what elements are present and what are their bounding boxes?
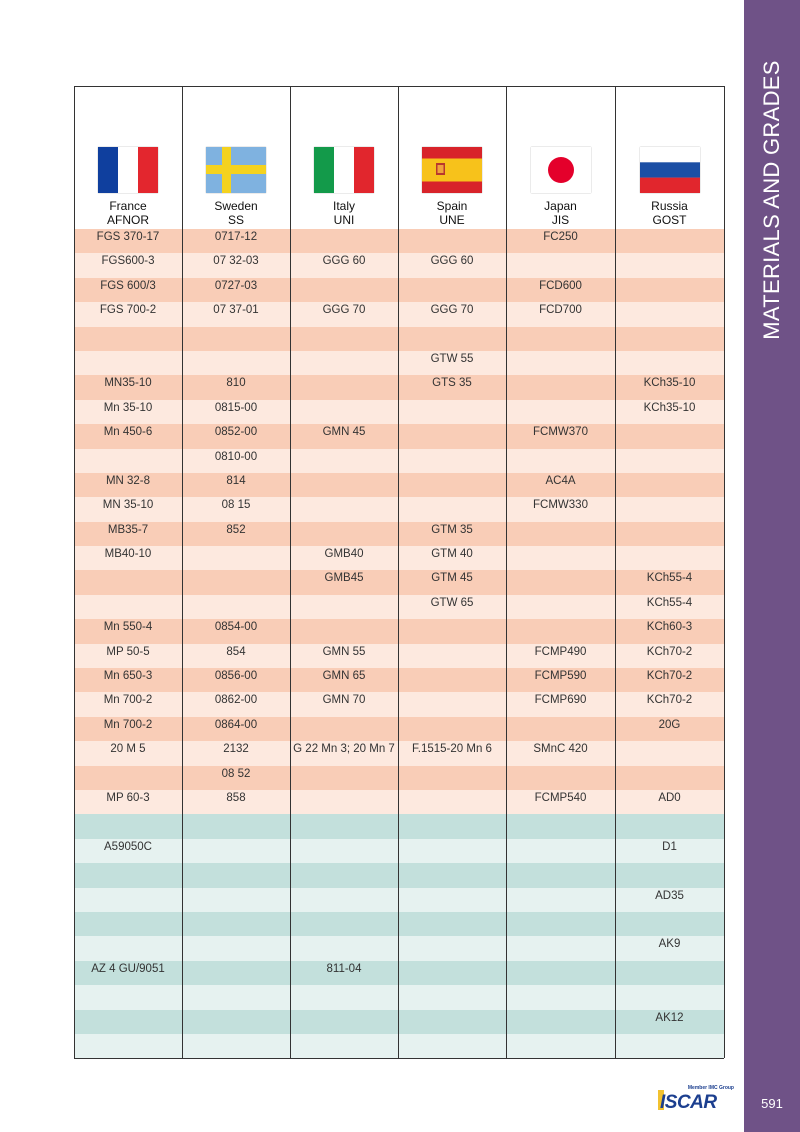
table-cell: AK12: [655, 1011, 684, 1024]
table-row: [74, 936, 724, 960]
table-cell: KCh70-2: [646, 694, 693, 707]
table-cell: [290, 985, 398, 1009]
table-cell: [615, 985, 724, 1009]
table-cell: [615, 863, 724, 887]
table-cell: [398, 278, 506, 302]
table-cell: [398, 863, 506, 887]
table-cell: GGG 70: [430, 304, 474, 317]
table-cell: [74, 985, 182, 1009]
table-cell: [506, 1034, 615, 1058]
table-cell: [615, 424, 724, 448]
table-cell: GTW 55: [430, 352, 474, 365]
table-cell: [74, 766, 182, 790]
table-cell: [615, 449, 724, 473]
table-cell: 0854-00: [214, 621, 258, 634]
table-cell: [182, 936, 290, 960]
table-cell: [182, 888, 290, 912]
column-divider: [290, 86, 291, 1058]
table-row: [74, 302, 724, 326]
table-row: [74, 766, 724, 790]
table-cell: 852: [226, 523, 246, 536]
table-row: [74, 229, 724, 253]
table-cell: [506, 936, 615, 960]
column-standard: JIS: [551, 213, 570, 227]
table-cell: [74, 863, 182, 887]
table-cell: GTM 35: [431, 523, 473, 536]
table-cell: [290, 863, 398, 887]
table-cell: 811-04: [326, 962, 362, 975]
column-standard: UNE: [439, 213, 465, 227]
table-cell: [182, 595, 290, 619]
table-cell: [615, 351, 724, 375]
table-cell: FGS 600/3: [100, 279, 156, 292]
table-cell: [506, 351, 615, 375]
table-cell: [290, 595, 398, 619]
table-cell: KCh70-2: [646, 670, 693, 683]
table-cell: 0810-00: [214, 450, 258, 463]
table-cell: [398, 1034, 506, 1058]
table-cell: FCMP490: [534, 645, 587, 658]
table-row: [74, 570, 724, 594]
table-cell: [74, 351, 182, 375]
table-row: [74, 375, 724, 399]
table-cell: [506, 839, 615, 863]
table-cell: 08 52: [221, 767, 251, 780]
table-cell: [506, 766, 615, 790]
table-row: [74, 595, 724, 619]
table-cell: AC4A: [545, 474, 576, 487]
table-cell: [398, 619, 506, 643]
table-cell: [398, 790, 506, 814]
column-country: Russia: [651, 199, 688, 213]
table-cell: 20 M 5: [110, 743, 146, 756]
table-cell: [398, 449, 506, 473]
table-cell: KCh60-3: [646, 621, 693, 634]
side-title-text: MATERIALS AND GRADES: [759, 60, 784, 340]
table-cell: [398, 644, 506, 668]
table-cell: [290, 497, 398, 521]
table-cell: [182, 327, 290, 351]
table-cell: [290, 888, 398, 912]
table-cell: FCD700: [539, 304, 582, 317]
table-cell: [506, 253, 615, 277]
table-cell: [74, 1010, 182, 1034]
table-cell: MP 50-5: [106, 645, 150, 658]
table-cell: FCMP690: [534, 694, 587, 707]
table-row: [74, 814, 724, 838]
table-cell: [182, 1034, 290, 1058]
table-row: [74, 253, 724, 277]
column-divider: [506, 86, 507, 1058]
table-row: [74, 424, 724, 448]
table-cell: GGG 60: [322, 255, 366, 268]
table-cell: GMN 65: [322, 670, 366, 683]
table-cell: [615, 766, 724, 790]
table-cell: FCMP590: [534, 670, 587, 683]
table-row: [74, 473, 724, 497]
table-cell: [290, 912, 398, 936]
table-cell: 07 32-03: [213, 255, 259, 268]
table-cell: 0852-00: [214, 426, 258, 439]
table-cell: FGS 370-17: [96, 231, 160, 243]
column-divider: [182, 86, 183, 1058]
table-cell: Mn 700-2: [103, 694, 153, 707]
table-row: [74, 449, 724, 473]
table-cell: [398, 961, 506, 985]
table-cell: [506, 522, 615, 546]
page-number: 591: [744, 1075, 800, 1132]
table-cell: AD0: [658, 791, 681, 804]
table-cell: [290, 473, 398, 497]
table-row: [74, 839, 724, 863]
table-bottom-rule: [74, 1058, 724, 1059]
table-cell: [74, 888, 182, 912]
spain-flag-icon: [422, 147, 482, 193]
table-cell: [398, 497, 506, 521]
table-cell: [290, 375, 398, 399]
column-standard: GOST: [652, 213, 687, 227]
table-cell: KCh55-4: [646, 596, 693, 609]
table-cell: [290, 717, 398, 741]
column-country: Spain: [436, 199, 468, 213]
table-cell: [506, 595, 615, 619]
table-cell: [182, 814, 290, 838]
table-cell: FGS600-3: [101, 255, 155, 268]
table-row: [74, 497, 724, 521]
logo-tagline: Member IMC Group: [687, 1085, 734, 1091]
table-cell: FCD600: [539, 279, 582, 292]
table-cell: [182, 351, 290, 375]
table-cell: 810: [226, 377, 246, 390]
table-cell: GGG 70: [322, 304, 366, 317]
table-cell: 20G: [658, 718, 681, 731]
table-cell: KCh35-10: [643, 377, 696, 390]
table-row: [74, 985, 724, 1009]
table-row: [74, 351, 724, 375]
table-cell: 0862-00: [214, 694, 258, 707]
table-cell: FCMW370: [533, 426, 588, 439]
table-row: [74, 741, 724, 765]
table-cell: [615, 546, 724, 570]
table-cell: [290, 766, 398, 790]
table-cell: MB40-10: [104, 548, 152, 561]
table-cell: Mn 650-3: [103, 670, 153, 683]
table-body: [74, 229, 724, 1058]
table-cell: [506, 400, 615, 424]
table-cell: [290, 1010, 398, 1034]
table-cell: 0856-00: [214, 670, 258, 683]
column-header-russia: [615, 87, 724, 229]
table-cell: GMN 55: [322, 645, 366, 658]
table-cell: MN 35-10: [102, 499, 154, 512]
table-cell: [398, 400, 506, 424]
table-cell: [506, 985, 615, 1009]
column-country: Sweden: [214, 199, 258, 213]
table-cell: KCh70-2: [646, 645, 693, 658]
table-cell: F.1515-20 Mn 6: [412, 743, 492, 756]
table-cell: 07 37-01: [213, 304, 259, 317]
table-cell: [398, 766, 506, 790]
table-header: [74, 86, 724, 229]
table-row: [74, 668, 724, 692]
table-cell: [398, 327, 506, 351]
table-cell: [398, 936, 506, 960]
russia-flag-icon: [640, 147, 700, 193]
france-flag-icon: [98, 147, 158, 193]
table-row: [74, 888, 724, 912]
table-cell: [290, 1034, 398, 1058]
table-cell: FGS 700-2: [99, 304, 157, 317]
table-cell: [615, 741, 724, 765]
table-row: [74, 619, 724, 643]
italy-flag-icon: [314, 147, 374, 193]
table-cell: [398, 839, 506, 863]
table-cell: [290, 449, 398, 473]
table-cell: 2132: [223, 743, 249, 756]
table-row: [74, 327, 724, 351]
table-cell: [506, 570, 615, 594]
table-cell: 858: [226, 791, 246, 804]
table-cell: [398, 912, 506, 936]
table-cell: [506, 717, 615, 741]
table-row: [74, 1034, 724, 1058]
table-cell: [506, 546, 615, 570]
column-divider: [74, 86, 75, 1058]
iscar-logo: [658, 1085, 738, 1115]
column-standard: UNI: [333, 213, 355, 227]
table-cell: [290, 327, 398, 351]
table-cell: 0727-03: [214, 279, 258, 292]
table-cell: [74, 570, 182, 594]
table-cell: [290, 400, 398, 424]
table-cell: [182, 839, 290, 863]
table-cell: [398, 229, 506, 253]
table-cell: Mn 700-2: [103, 718, 153, 731]
table-cell: [615, 522, 724, 546]
table-cell: [290, 522, 398, 546]
table-cell: [615, 229, 724, 253]
table-row: [74, 717, 724, 741]
table-cell: [74, 1034, 182, 1058]
table-cell: GGG 60: [430, 255, 474, 268]
table-cell: MN35-10: [104, 377, 152, 390]
column-country: Japan: [544, 199, 577, 213]
table-cell: [398, 692, 506, 716]
table-cell: [182, 961, 290, 985]
table-cell: [74, 595, 182, 619]
table-row: [74, 1010, 724, 1034]
table-row: [74, 961, 724, 985]
table-cell: [398, 985, 506, 1009]
column-standard: AFNOR: [107, 213, 149, 227]
table-cell: GTS 35: [432, 377, 472, 390]
column-country: France: [109, 199, 147, 213]
table-cell: [615, 473, 724, 497]
table-cell: [398, 668, 506, 692]
table-cell: [506, 375, 615, 399]
table-cell: 0717-12: [214, 231, 258, 243]
column-header-japan: [506, 87, 615, 229]
column-country: Italy: [332, 199, 355, 213]
table-cell: [182, 546, 290, 570]
table-cell: 08 15: [221, 499, 251, 512]
table-cell: [506, 888, 615, 912]
table-cell: [615, 814, 724, 838]
grades-table: [74, 86, 724, 1058]
table-cell: MP 60-3: [106, 791, 150, 804]
table-cell: [290, 351, 398, 375]
table-cell: A59050C: [104, 840, 152, 853]
table-cell: Mn 35-10: [103, 401, 153, 414]
table-cell: [615, 961, 724, 985]
table-cell: GTM 40: [431, 548, 473, 561]
table-cell: [290, 790, 398, 814]
table-cell: [398, 717, 506, 741]
table-row: [74, 790, 724, 814]
table-cell: AD35: [655, 889, 684, 902]
table-cell: D1: [662, 840, 677, 853]
column-divider: [615, 86, 616, 1058]
table-row: [74, 863, 724, 887]
column-header-spain: [398, 87, 506, 229]
column-divider: [398, 86, 399, 1058]
table-cell: [398, 1010, 506, 1034]
table-cell: [398, 424, 506, 448]
table-cell: [398, 888, 506, 912]
table-cell: [74, 327, 182, 351]
table-cell: [615, 302, 724, 326]
table-row: [74, 278, 724, 302]
table-cell: SMnC 420: [533, 743, 588, 756]
table-cell: [74, 449, 182, 473]
table-row: [74, 692, 724, 716]
table-cell: [506, 1010, 615, 1034]
table-cell: [74, 936, 182, 960]
column-header-sweden: [182, 87, 290, 229]
table-row: [74, 400, 724, 424]
japan-flag-icon: [531, 147, 591, 193]
table-cell: [182, 863, 290, 887]
table-cell: [290, 619, 398, 643]
table-cell: KCh35-10: [643, 401, 696, 414]
table-cell: KCh55-4: [646, 572, 693, 585]
table-cell: G 22 Mn 3; 20 Mn 7: [293, 743, 395, 756]
table-cell: [506, 449, 615, 473]
table-cell: FCMP540: [534, 791, 587, 804]
table-cell: GMB45: [324, 572, 364, 585]
table-cell: [182, 912, 290, 936]
table-cell: GMB40: [324, 548, 364, 561]
column-header-italy: [290, 87, 398, 229]
table-row: [74, 912, 724, 936]
table-cell: [290, 229, 398, 253]
table-cell: [398, 473, 506, 497]
table-cell: GMN 45: [322, 426, 366, 439]
table-cell: [615, 327, 724, 351]
table-cell: MN 32-8: [105, 474, 151, 487]
table-cell: [506, 863, 615, 887]
table-cell: [615, 912, 724, 936]
table-cell: [398, 814, 506, 838]
table-cell: MB35-7: [107, 523, 149, 536]
table-cell: [290, 936, 398, 960]
table-cell: [290, 839, 398, 863]
table-cell: 0815-00: [214, 401, 258, 414]
table-cell: [615, 1034, 724, 1058]
table-cell: [182, 1010, 290, 1034]
table-cell: [182, 570, 290, 594]
logo-wordmark: ISCAR: [660, 1092, 717, 1113]
table-cell: Mn 450-6: [103, 426, 153, 439]
table-cell: GTM 45: [431, 572, 473, 585]
table-cell: [290, 278, 398, 302]
table-cell: [74, 912, 182, 936]
table-cell: FC250: [543, 231, 578, 243]
table-cell: [615, 497, 724, 521]
table-cell: 0864-00: [214, 718, 258, 731]
table-row: [74, 522, 724, 546]
table-row: [74, 644, 724, 668]
table-row: [74, 546, 724, 570]
table-cell: FCMW330: [533, 499, 588, 512]
table-cell: [74, 814, 182, 838]
table-cell: GMN 70: [322, 694, 366, 707]
column-header-france: [74, 87, 182, 229]
table-cell: [615, 278, 724, 302]
side-title: [744, 0, 800, 1075]
table-cell: AK9: [658, 938, 681, 951]
table-cell: GTW 65: [430, 596, 474, 609]
column-divider: [724, 86, 725, 1058]
table-cell: [506, 814, 615, 838]
table-cell: AZ 4 GU/9051: [91, 962, 165, 975]
table-cell: [506, 327, 615, 351]
table-cell: [615, 253, 724, 277]
column-standard: SS: [227, 213, 244, 227]
table-cell: [506, 912, 615, 936]
table-cell: [506, 961, 615, 985]
table-cell: Mn 550-4: [103, 621, 153, 634]
table-cell: 814: [226, 474, 246, 487]
table-cell: 854: [226, 645, 246, 658]
table-cell: [290, 814, 398, 838]
table-cell: [182, 985, 290, 1009]
table-cell: [506, 619, 615, 643]
sweden-flag-icon: [206, 147, 266, 193]
